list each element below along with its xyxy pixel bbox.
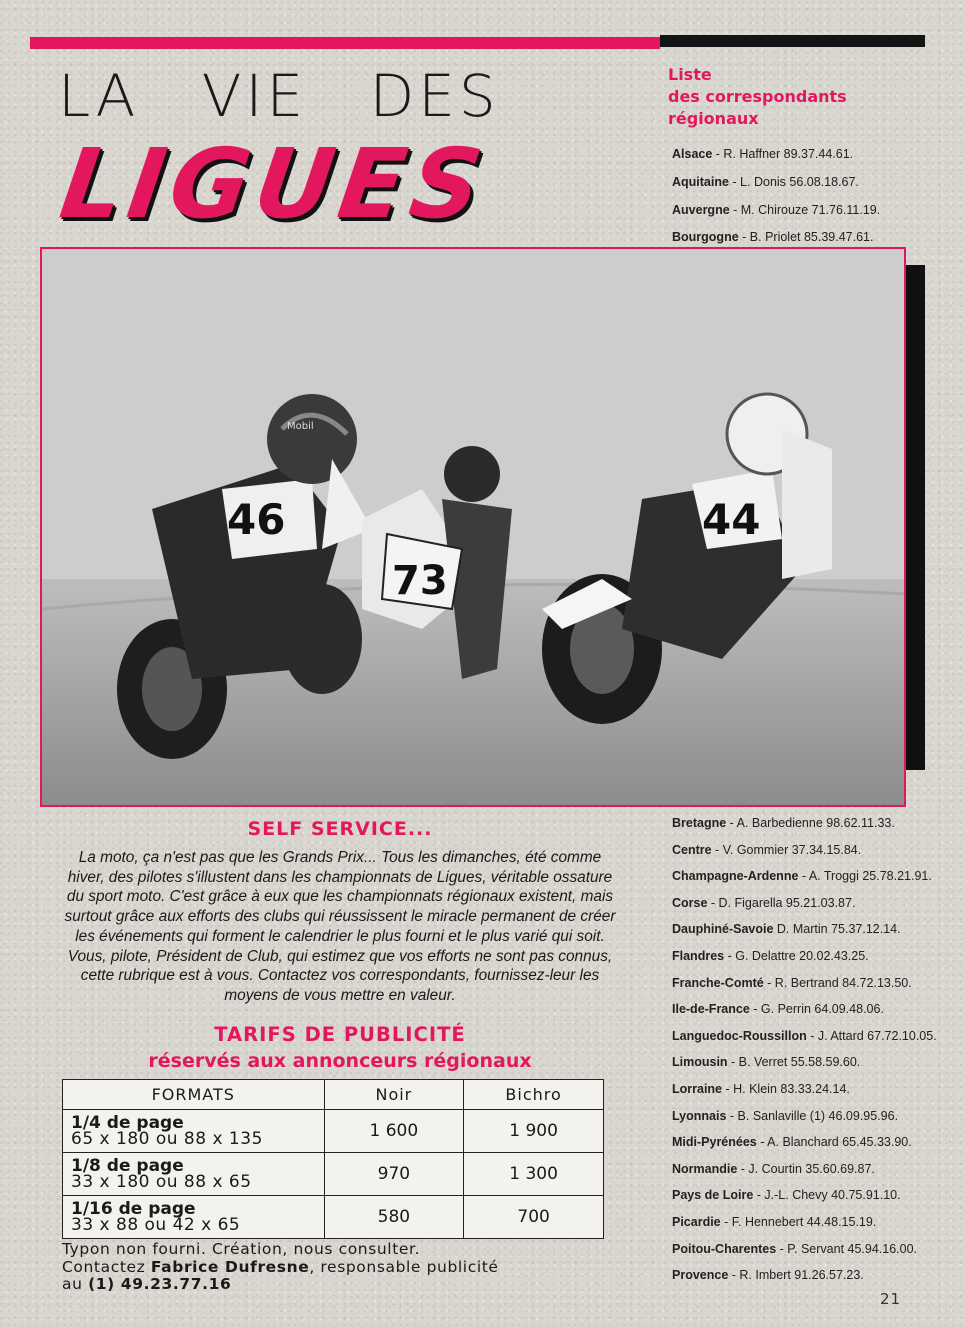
region-contact: - J. Courtin 35.60.69.87. [737,1161,875,1176]
region-name: Dauphiné-Savoie [672,922,774,937]
heading-line: Liste [668,65,712,84]
contact-name: Fabrice Dufresne [150,1257,310,1276]
tarifs-subtitle: réservés aux annonceurs régionaux [148,1050,532,1072]
region-name: Lorraine [672,1081,723,1096]
format-dims: 33 x 88 ou 42 x 65 [71,1215,241,1235]
list-item [672,1026,952,1053]
list-item [672,840,952,867]
list-item [672,866,952,893]
region-contact: - H. Klein 83.33.24.14. [722,1081,850,1096]
region-name: Aquitaine [672,174,729,189]
format-dims: 65 x 180 ou 88 x 135 [71,1129,263,1149]
contact-phone: (1) 49.23.77.16 [88,1275,232,1293]
list-item [672,919,952,946]
region-contact: - J.-L. Chevy 40.75.91.10. [753,1188,901,1203]
region-name: Normandie [672,1161,738,1176]
column-header: Bichro [464,1080,604,1110]
format-dims: 33 x 180 ou 88 x 65 [71,1172,252,1192]
list-item [672,144,952,172]
column-header: FORMATS [63,1080,325,1110]
heading-line: régionaux [668,109,759,128]
footer-line [62,1259,622,1277]
footer-line: Typon non fourni. Création, nous consulter. [62,1240,421,1258]
bike-number: 44 [702,495,761,544]
bike-number: 73 [392,558,448,604]
list-item [672,893,952,920]
header-pink-rule [30,37,660,49]
race-photo [40,247,906,807]
column-header: Noir [324,1080,464,1110]
price-noir: 1 600 [324,1110,464,1153]
region-name: Limousin [672,1055,728,1070]
region-contact: - P. Servant 45.94.16.00. [776,1241,918,1256]
list-item [672,1106,952,1133]
region-name: Provence [672,1268,729,1283]
tarifs-title: TARIFS DE PUBLICITÉ [214,1023,466,1046]
footer-text-part: , responsable publicité [309,1257,499,1276]
region-name: Corse [672,895,708,910]
list-item [672,172,952,200]
bike-number: 46 [227,495,286,544]
self-service-body: La moto, ça n'est pas que les Grands Prix... Tous les dimanches, été comme hiver, des pilotes s'illustent dans les championnats de Ligues, véritable ossature du sport moto. C'est grâce à eux que les championnats régionaux existent, mais surtout grâce aux efforts des clubs qui réussissent le miracle permanent de créer les événements qui forment le calendrier le plus fourni et le plus varié qui soit. Vous, pilote, Président de Club, qui estimez que vos efforts ne sont pas connus, cette rubrique est à vous. Contactez vos correspondants, fournissez-leur les moyens de vous mettre en valeur. [64,849,616,1004]
region-contact: - V. Gommier 37.34.15.84. [711,842,862,857]
list-item [672,999,952,1026]
price-noir: 580 [324,1196,464,1239]
region-name: Centre [672,842,712,857]
region-name: Champagne-Ardenne [672,869,799,884]
motorcycle-race-illustration [42,249,904,805]
price-bichro: 1 900 [464,1110,604,1153]
correspondants-list-top [672,144,952,255]
region-contact: - L. Donis 56.08.18.67. [728,174,859,189]
title-ligues: LIGUES [54,128,495,240]
tarifs-footer [62,1241,622,1294]
region-name: Picardie [672,1214,721,1229]
format-cell [63,1196,325,1239]
region-name: Auvergne [672,202,730,217]
format-name: 1/16 de page [71,1199,196,1219]
region-name: Bourgogne [672,230,739,245]
list-item [672,1159,952,1186]
region-name: Midi-Pyrénées [672,1135,757,1150]
list-item [672,1132,952,1159]
price-bichro: 700 [464,1196,604,1239]
region-contact: - A. Blanchard 65.45.33.90. [756,1135,912,1150]
correspondants-heading [668,64,928,130]
region-name: Alsace [672,147,713,161]
format-cell [63,1110,325,1153]
list-item [672,1265,952,1292]
region-contact: - A. Troggi 25.78.21.91. [798,869,932,884]
region-contact: - F. Hennebert 44.48.15.19. [720,1214,877,1229]
footer-text-part: au [62,1275,89,1293]
region-contact: - A. Barbedienne 98.62.11.33. [726,816,895,830]
header-black-rule [660,35,925,47]
region-name: Ile-de-France [672,1002,750,1017]
region-contact: - R. Imbert 91.26.57.23. [728,1268,864,1283]
list-item [672,1212,952,1239]
list-item [672,973,952,1000]
list-item [672,1239,952,1266]
list-item [672,1185,952,1212]
list-item [672,1052,952,1079]
region-contact: - M. Chirouze 71.76.11.19. [729,202,881,217]
region-contact: - G. Perrin 64.09.48.06. [749,1002,884,1017]
region-name: Franche-Comté [672,975,764,990]
correspondants-list-bottom [672,813,952,1292]
list-item [672,1079,952,1106]
self-service-title: SELF SERVICE... [247,818,433,840]
footer-text-part: Contactez [62,1257,151,1276]
region-contact: - R. Bertrand 84.72.13.50. [763,975,912,990]
region-contact: - J. Attard 67.72.10.05. [806,1028,937,1043]
table-row [63,1153,604,1196]
title-la-vie-des: LA VIE DES [58,62,500,130]
format-cell [63,1153,325,1196]
region-name: Lyonnais [672,1108,727,1123]
format-name: 1/4 de page [71,1113,184,1133]
heading-line: des correspondants [668,87,847,106]
region-contact: - G. Delattre 20.02.43.25. [724,948,869,963]
format-name: 1/8 de page [71,1156,184,1176]
region-contact: - B. Priolet 85.39.47.61. [738,230,874,245]
price-bichro: 1 300 [464,1153,604,1196]
region-contact: - B. Sanlaville (1) 46.09.95.96. [726,1108,899,1123]
region-contact: - B. Verret 55.58.59.60. [727,1055,861,1070]
footer-line [62,1276,622,1294]
region-contact: - D. Figarella 95.21.03.87. [707,895,856,910]
tarifs-table [62,1079,604,1239]
list-item [672,946,952,973]
list-item [672,200,952,228]
region-name: Languedoc-Roussillon [672,1028,807,1043]
price-noir: 970 [324,1153,464,1196]
region-contact: D. Martin 75.37.12.14. [773,922,901,937]
region-name: Bretagne [672,816,727,830]
region-name: Poitou-Charentes [672,1241,777,1256]
table-row [63,1196,604,1239]
page-number: 21 [880,1290,902,1308]
list-item [672,813,952,840]
helmet-sponsor: Mobil [287,421,314,432]
region-name: Pays de Loire [672,1188,754,1203]
region-contact: - R. Haffner 89.37.44.61. [712,147,854,161]
table-header-row [63,1080,604,1110]
table-row [63,1110,604,1153]
region-name: Flandres [672,948,725,963]
